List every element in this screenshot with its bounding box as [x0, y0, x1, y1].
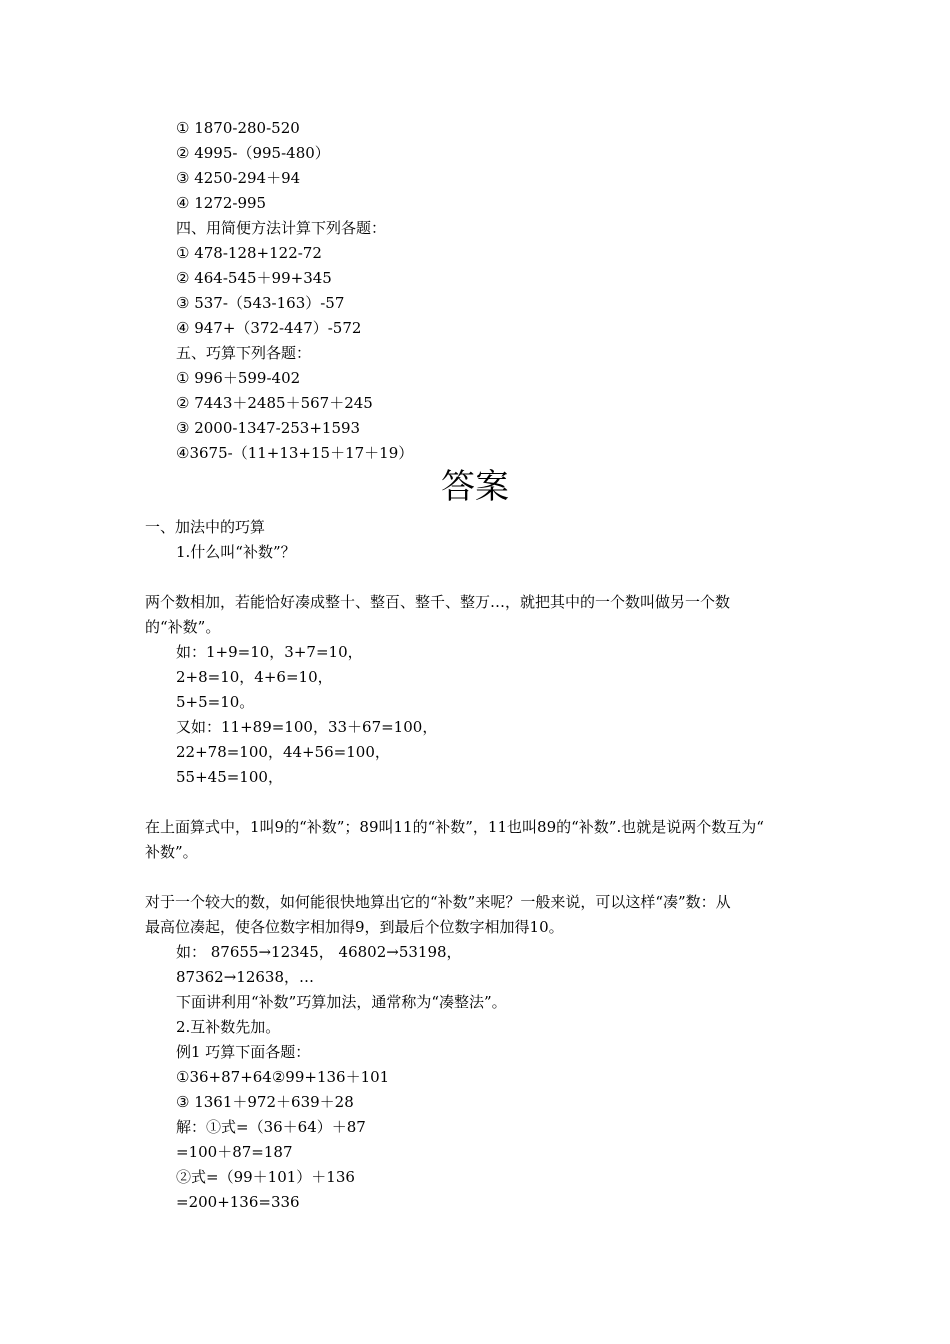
- section1-question-2: 2.互补数先加。: [176, 1018, 281, 1036]
- example-line-7: 如： 87655→12345， 46802→53198，: [176, 943, 462, 961]
- example-line-6: 55+45=100，: [176, 768, 283, 786]
- example-line-1: 如：1+9=10，3+7=10，: [176, 643, 363, 661]
- exercise3-item-4: ④ 1272-995: [176, 194, 267, 212]
- example-line-5: 22+78=100，44+56=100，: [176, 743, 390, 761]
- method-line-2: 最高位凑起，使各位数字相加得9，到最后个位数字相加得10。: [145, 918, 564, 936]
- explanation-line-1: 在上面算式中，1叫9的“补数”；89叫11的“补数”，11也叫89的“补数”.也就是说两个数互为“: [145, 818, 764, 836]
- exercise5-item-4: ④3675-（11+13+15＋17＋19）: [176, 444, 414, 462]
- section1-heading: 一、加法中的巧算: [145, 518, 266, 536]
- solution-line-2: =100＋87=187: [176, 1143, 293, 1161]
- exercise3-item-1: ① 1870-280-520: [176, 119, 300, 137]
- example-line-2: 2+8=10，4+6=10，: [176, 668, 333, 686]
- section1-question-1: 1.什么叫“补数”？: [176, 543, 296, 561]
- definition-line-2: 的“补数”。: [145, 618, 221, 636]
- example-line-4: 又如：11+89=100，33＋67=100，: [176, 718, 438, 736]
- solution-line-3: ②式=（99＋101）＋136: [176, 1168, 355, 1186]
- example-title: 例1 巧算下面各题：: [176, 1043, 311, 1061]
- exercise5-item-1: ① 996＋599-402: [176, 369, 301, 387]
- exercise4-item-4: ④ 947+（372-447）-572: [176, 319, 362, 337]
- exercise5-heading: 五、巧算下列各题：: [176, 344, 312, 362]
- example-line-3: 5+5=10。: [176, 693, 255, 711]
- exercise4-heading: 四、用简便方法计算下列各题：: [176, 219, 387, 237]
- exercise3-item-3: ③ 4250-294＋94: [176, 169, 301, 187]
- exercise5-item-2: ② 7443＋2485＋567＋245: [176, 394, 373, 412]
- exercise5-item-3: ③ 2000-1347-253+1593: [176, 419, 361, 437]
- exercise4-item-3: ③ 537-（543-163）-57: [176, 294, 345, 312]
- explanation-line-2: 补数”。: [145, 843, 198, 861]
- example-line-8: 87362→12638，…: [176, 968, 315, 986]
- intro-line: 下面讲利用“补数”巧算加法，通常称为“凑整法”。: [176, 993, 507, 1011]
- solution-line-1: 解：①式=（36＋64）＋87: [176, 1118, 366, 1136]
- example-items-line-2: ③ 1361＋972＋639＋28: [176, 1093, 354, 1111]
- example-items-line-1: ①36+87+64②99+136＋101: [176, 1068, 390, 1086]
- exercise4-item-2: ② 464-545＋99+345: [176, 269, 332, 287]
- exercise4-item-1: ① 478-128+122-72: [176, 244, 322, 262]
- solution-line-4: =200+136=336: [176, 1193, 300, 1211]
- definition-line-1: 两个数相加，若能恰好凑成整十、整百、整千、整万…，就把其中的一个数叫做另一个数: [145, 593, 731, 611]
- method-line-1: 对于一个较大的数，如何能很快地算出它的“补数”来呢？一般来说，可以这样“凑”数：从: [145, 893, 731, 911]
- exercise3-item-2: ② 4995-（995-480）: [176, 144, 330, 162]
- answers-title: 答案: [441, 467, 509, 507]
